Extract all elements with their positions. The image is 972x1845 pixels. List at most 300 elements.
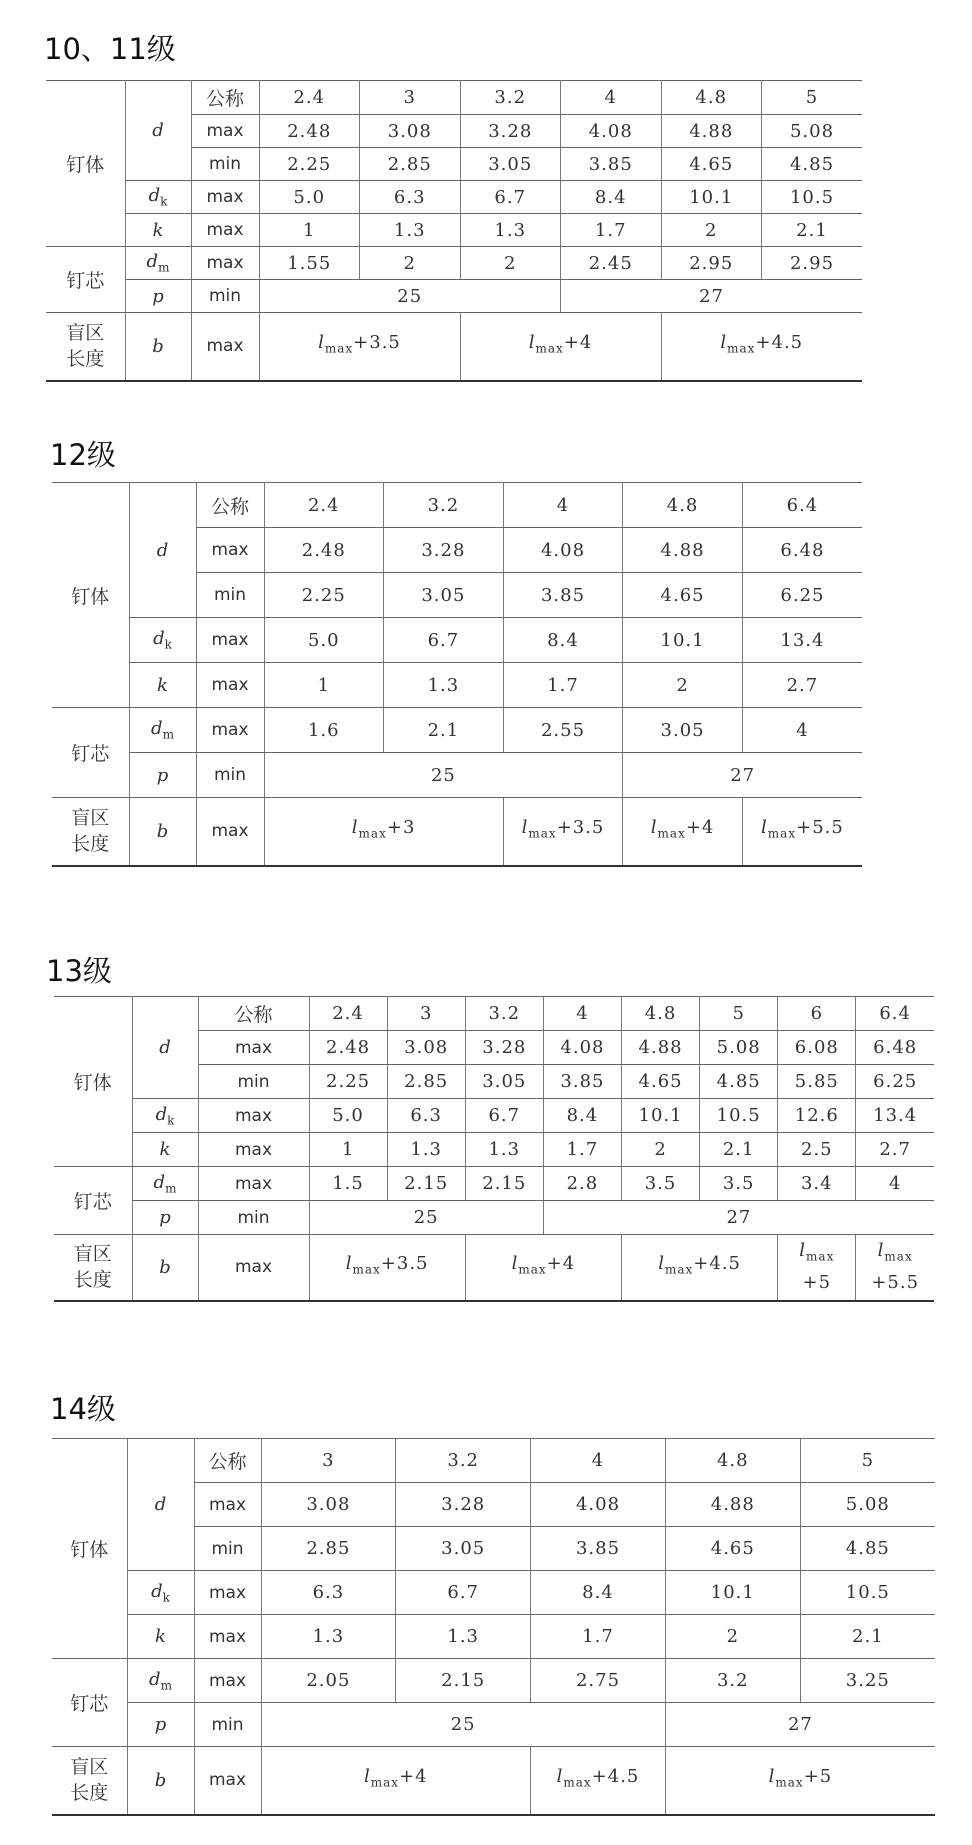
limit-max: max (196, 618, 264, 663)
symbol-dk (129, 618, 196, 663)
d-max-value: 3.08 (360, 115, 461, 148)
symbol-p (125, 280, 191, 313)
d-min-value: 3.85 (531, 1527, 666, 1571)
d-nominal-value: 4.8 (661, 81, 762, 115)
group-label-mandrel: 钉芯 (52, 1659, 127, 1747)
k-max-value: 1.3 (387, 1133, 465, 1167)
symbol-b-letter: b (154, 1769, 167, 1791)
group-label-mandrel: 钉芯 (46, 247, 125, 313)
symbol-dm-subscript: m (158, 260, 170, 275)
limit-max: max (198, 1133, 309, 1167)
b-max-value (856, 1235, 934, 1301)
l-symbol: l (799, 1240, 807, 1262)
b-max-value (665, 1747, 935, 1815)
d-max-value: 4.08 (561, 115, 662, 148)
symbol-d-text (152, 120, 164, 141)
d-min-value: 2.85 (261, 1527, 396, 1571)
b-max-value (531, 1747, 666, 1815)
k-max-value: 2 (661, 214, 762, 247)
symbol-d-text (159, 1037, 171, 1058)
table-row (52, 1439, 935, 1483)
dk-max-value: 10.1 (622, 1099, 700, 1133)
d-min-value: 3.05 (465, 1065, 543, 1099)
l-max-subscript: max (528, 827, 557, 842)
table-row (46, 247, 862, 280)
dm-max-value: 4 (856, 1167, 934, 1201)
l-max-offset: +3.5 (353, 332, 401, 354)
symbol-dk (127, 1571, 194, 1615)
k-max-value: 2 (622, 1133, 700, 1167)
d-max-value: 3.08 (261, 1483, 396, 1527)
dk-max-value: 6.7 (465, 1099, 543, 1133)
symbol-dm-text (146, 251, 170, 275)
symbol-dm-letter: d (153, 1171, 166, 1193)
limit-max: max (196, 798, 264, 866)
l-max-offset: +3.5 (556, 817, 605, 839)
symbol-p (129, 753, 196, 798)
d-min-value: 6.25 (742, 573, 862, 618)
k-max-value: 2.1 (800, 1615, 935, 1659)
dk-max-value: 13.4 (856, 1099, 934, 1133)
symbol-b-letter: b (156, 820, 169, 842)
dm-max-value: 1.6 (264, 708, 384, 753)
k-max-value: 1 (264, 663, 384, 708)
limit-max: max (196, 663, 264, 708)
group-label-blind-zone-length (52, 1747, 127, 1815)
symbol-d-letter: d (152, 120, 164, 141)
d-nominal-value: 4 (531, 1439, 666, 1483)
table-row (54, 1133, 934, 1167)
dk-max-value: 6.7 (384, 618, 504, 663)
dk-max-value: 6.3 (387, 1099, 465, 1133)
symbol-dm-text (151, 718, 174, 742)
limit-max: max (191, 214, 259, 247)
table-row (46, 181, 862, 214)
symbol-dk (132, 1099, 198, 1133)
dk-max-value: 5.0 (309, 1099, 387, 1133)
limit-min: min (194, 1527, 261, 1571)
blind-zone-label-line: 长度 (71, 833, 110, 856)
limit-max: max (194, 1615, 261, 1659)
b-max-value (259, 313, 460, 381)
table-row (54, 1235, 934, 1301)
d-nominal-value: 6.4 (856, 997, 934, 1031)
group-label-body: 钉体 (52, 1439, 127, 1659)
symbol-p-letter: p (156, 764, 169, 786)
b-max-value (661, 313, 862, 381)
limit-nominal: 公称 (194, 1439, 261, 1483)
d-min-value: 3.05 (384, 573, 504, 618)
symbol-k (125, 214, 191, 247)
k-max-value: 1.7 (543, 1133, 621, 1167)
d-max-value: 4.08 (503, 528, 623, 573)
symbol-dk-letter: d (151, 1580, 163, 1602)
b-max-value (465, 1235, 621, 1301)
d-max-value: 4.88 (622, 1031, 700, 1065)
symbol-dk-text (153, 628, 172, 652)
group-label-mandrel: 钉芯 (54, 1167, 132, 1235)
dk-max-value: 5.0 (259, 181, 360, 214)
dm-max-value: 3.05 (623, 708, 743, 753)
k-max-value: 2.7 (742, 663, 862, 708)
d-max-value: 3.28 (460, 115, 561, 148)
k-max-value: 2.5 (778, 1133, 856, 1167)
l-max-subscript: max (563, 1776, 592, 1791)
b-max-value (622, 1235, 778, 1301)
k-max-value: 2 (623, 663, 743, 708)
d-max-value: 6.48 (742, 528, 862, 573)
symbol-b (125, 313, 191, 381)
dm-max-value: 3.5 (622, 1167, 700, 1201)
table-row (54, 1201, 934, 1235)
dk-max-value: 8.4 (503, 618, 623, 663)
symbol-dm-subscript: m (165, 1181, 177, 1196)
l-max-offset: +4 (563, 332, 593, 354)
l-max-subscript: max (775, 1776, 804, 1791)
l-symbol: l (658, 1253, 665, 1275)
symbol-d-letter: d (156, 539, 169, 561)
limit-max: max (191, 247, 259, 280)
symbol-k-text (160, 1139, 171, 1160)
symbol-b-text (157, 821, 169, 842)
d-nominal-value: 3 (387, 997, 465, 1031)
symbol-d-letter: d (154, 1494, 167, 1515)
symbol-k-letter: k (157, 674, 168, 696)
symbol-b-letter: b (152, 335, 164, 357)
d-nominal-value: 5 (800, 1439, 935, 1483)
dk-max-value: 6.7 (460, 181, 561, 214)
l-max-offset: +5.5 (796, 817, 844, 839)
symbol-dk-text (151, 1580, 170, 1605)
d-max-value: 2.48 (309, 1031, 387, 1065)
table-row (52, 618, 862, 663)
k-max-value: 1.3 (396, 1615, 531, 1659)
d-nominal-value: 3.2 (384, 483, 504, 528)
limit-max: max (198, 1167, 309, 1201)
dm-max-value: 2.75 (531, 1659, 666, 1703)
group-label-blind-zone-length (46, 313, 125, 381)
d-nominal-value: 4.8 (622, 997, 700, 1031)
dk-max-value: 12.6 (778, 1099, 856, 1133)
dm-max-value: 2.15 (396, 1659, 531, 1703)
symbol-dm (132, 1167, 198, 1201)
dk-max-value: 8.4 (531, 1571, 666, 1615)
limit-max: max (191, 115, 259, 148)
d-nominal-value: 4.8 (623, 483, 743, 528)
l-max-offset: +5 (803, 1766, 833, 1788)
limit-min: min (198, 1065, 309, 1099)
symbol-b-text (155, 1770, 167, 1791)
limit-min: min (191, 280, 259, 313)
l-max-offset: +4 (546, 1253, 576, 1275)
symbol-d-text (155, 1494, 167, 1515)
symbol-k-text (155, 1626, 166, 1647)
l-symbol: l (556, 1766, 564, 1788)
limit-max: max (191, 313, 259, 381)
symbol-p-text (157, 765, 169, 786)
d-min-value: 4.85 (762, 148, 863, 181)
group-label-body: 钉体 (46, 81, 125, 247)
group-label-blind-zone-length (54, 1235, 132, 1301)
dm-max-value: 3.2 (665, 1659, 800, 1703)
limit-max: max (194, 1747, 261, 1815)
l-max-subscript: max (535, 342, 564, 357)
d-min-value: 4.65 (623, 573, 743, 618)
dk-max-value: 8.4 (561, 181, 662, 214)
rivet-dimension-table-grade-14 (52, 1438, 935, 1816)
l-symbol: l (345, 1253, 353, 1275)
symbol-k-letter: k (155, 1626, 166, 1647)
symbol-dm-subscript: m (160, 1678, 172, 1693)
table-row (46, 81, 862, 115)
l-max-subscript: max (806, 1250, 835, 1265)
d-min-value: 3.05 (460, 148, 561, 181)
limit-max: max (196, 708, 264, 753)
d-max-value: 2.48 (259, 115, 360, 148)
limit-max: max (198, 1235, 309, 1301)
symbol-dk-letter: d (153, 628, 165, 650)
symbol-p-text (159, 1207, 171, 1228)
b-max-value (261, 1747, 531, 1815)
symbol-p-text (152, 286, 164, 307)
d-nominal-value: 5 (762, 81, 863, 115)
l-max-subscript: max (664, 1263, 694, 1278)
symbol-dk (125, 181, 191, 214)
symbol-dm (127, 1659, 194, 1703)
symbol-b (127, 1747, 194, 1815)
symbol-p-letter: p (152, 285, 164, 307)
dm-max-value: 1.55 (259, 247, 360, 280)
dm-max-value: 2 (360, 247, 461, 280)
k-max-value: 1 (259, 214, 360, 247)
dm-max-value: 2.05 (261, 1659, 396, 1703)
symbol-dm (125, 247, 191, 280)
d-min-value: 4.85 (800, 1527, 935, 1571)
dk-max-value: 6.7 (396, 1571, 531, 1615)
group-label-body: 钉体 (54, 997, 132, 1167)
l-symbol: l (761, 817, 768, 839)
d-nominal-value: 4 (503, 483, 623, 528)
d-max-value: 6.48 (856, 1031, 934, 1065)
d-nominal-value: 3.2 (396, 1439, 531, 1483)
l-symbol: l (521, 817, 529, 839)
dk-max-value: 10.5 (762, 181, 863, 214)
p-min-value: 27 (561, 280, 863, 313)
symbol-d (129, 483, 196, 618)
dk-max-value: 10.5 (800, 1571, 935, 1615)
table-row (52, 1571, 935, 1615)
l-max-offset: +5 (802, 1272, 832, 1294)
dm-max-value: 2.55 (503, 708, 623, 753)
symbol-dk-letter: d (155, 1103, 168, 1125)
symbol-dm-letter: d (151, 718, 163, 740)
symbol-dk-text (155, 1103, 175, 1128)
k-max-value: 1.7 (503, 663, 623, 708)
symbol-d-letter: d (159, 1037, 171, 1058)
l-symbol: l (351, 817, 359, 839)
blind-zone-label-line: 盲区 (71, 807, 110, 830)
limit-max: max (194, 1659, 261, 1703)
k-max-value: 1.7 (561, 214, 662, 247)
symbol-k-letter: k (152, 219, 164, 241)
symbol-p-letter: p (159, 1207, 171, 1228)
dm-max-value: 2.95 (762, 247, 863, 280)
dm-max-value: 3.25 (800, 1659, 935, 1703)
p-min-value: 25 (264, 753, 623, 798)
d-max-value: 6.08 (778, 1031, 856, 1065)
blind-zone-label-line: 长度 (73, 1269, 112, 1292)
symbol-d (125, 81, 191, 181)
symbol-dk-subscript: k (164, 637, 172, 652)
dm-max-value: 2.95 (661, 247, 762, 280)
group-label-mandrel: 钉芯 (52, 708, 129, 798)
symbol-dm-text (153, 1171, 177, 1196)
d-max-value: 5.08 (700, 1031, 778, 1065)
d-min-value: 2.25 (309, 1065, 387, 1099)
limit-nominal: 公称 (198, 997, 309, 1031)
d-min-value: 2.85 (360, 148, 461, 181)
l-max-offset: +4 (399, 1766, 428, 1788)
table-title-grade-12: 12级 (50, 438, 116, 472)
table-row (46, 313, 862, 381)
d-min-value: 4.65 (661, 148, 762, 181)
d-min-value: 2.25 (259, 148, 360, 181)
l-max-subscript: max (370, 1776, 400, 1791)
limit-max: max (198, 1099, 309, 1133)
table-row (52, 1615, 935, 1659)
l-max-offset: +4.5 (591, 1766, 640, 1788)
l-max-offset: +4.5 (755, 332, 804, 354)
d-min-value: 3.85 (543, 1065, 621, 1099)
b-max-value (778, 1235, 856, 1301)
symbol-dm-text (149, 1668, 172, 1693)
d-max-value: 4.08 (543, 1031, 621, 1065)
table-row (52, 708, 862, 753)
rivet-dimension-table-grade-12 (52, 482, 862, 867)
l-symbol: l (511, 1253, 519, 1275)
blind-zone-label-line: 盲区 (66, 322, 105, 345)
k-max-value: 2.7 (856, 1133, 934, 1167)
dk-max-value: 13.4 (742, 618, 862, 663)
d-max-value: 3.28 (465, 1031, 543, 1065)
p-min-value: 25 (261, 1703, 665, 1747)
d-nominal-value: 6.4 (742, 483, 862, 528)
k-max-value: 1 (309, 1133, 387, 1167)
symbol-b-text (152, 336, 164, 357)
dk-max-value: 10.1 (623, 618, 743, 663)
symbol-dk-letter: d (148, 185, 161, 207)
k-max-value: 1.3 (460, 214, 561, 247)
l-symbol: l (363, 1766, 371, 1788)
dm-max-value: 2 (460, 247, 561, 280)
d-min-value: 3.85 (503, 573, 623, 618)
symbol-k (132, 1133, 198, 1167)
d-nominal-value: 3 (360, 81, 461, 115)
dk-max-value: 10.1 (661, 181, 762, 214)
symbol-dm-letter: d (149, 1668, 161, 1690)
l-max-subscript: max (358, 827, 387, 842)
symbol-k (127, 1615, 194, 1659)
symbol-dm-letter: d (146, 251, 159, 273)
symbol-dm (129, 708, 196, 753)
d-nominal-value: 4 (561, 81, 662, 115)
rivet-dimension-table-grade-13 (54, 996, 934, 1302)
symbol-dm-subscript: m (162, 727, 174, 742)
symbol-dk-subscript: k (162, 1590, 170, 1605)
d-min-value: 4.85 (700, 1065, 778, 1099)
limit-nominal: 公称 (196, 483, 264, 528)
symbol-b-text (159, 1257, 171, 1278)
d-max-value: 4.88 (665, 1483, 800, 1527)
dk-max-value: 6.3 (261, 1571, 396, 1615)
p-min-value: 27 (665, 1703, 935, 1747)
d-min-value: 2.25 (264, 573, 384, 618)
d-nominal-value: 4 (543, 997, 621, 1031)
l-max-offset: +4 (685, 817, 715, 839)
p-min-value: 27 (543, 1201, 934, 1235)
symbol-p (132, 1201, 198, 1235)
symbol-dk-subscript: k (160, 194, 168, 209)
symbol-b (132, 1235, 198, 1301)
d-max-value: 5.08 (800, 1483, 935, 1527)
symbol-d-text (157, 540, 169, 561)
limit-min: min (196, 753, 264, 798)
l-max-offset: +3 (386, 817, 416, 839)
blind-zone-label-line: 长度 (66, 348, 105, 371)
dm-max-value: 4 (742, 708, 862, 753)
b-max-value (309, 1235, 465, 1301)
d-min-value: 4.65 (622, 1065, 700, 1099)
rivet-dimension-table-grade-10-11 (46, 80, 862, 382)
d-min-value: 3.85 (561, 148, 662, 181)
d-max-value: 4.08 (531, 1483, 666, 1527)
l-max-subscript: max (518, 1263, 547, 1278)
group-label-body: 钉体 (52, 483, 129, 708)
blind-zone-label-line: 长度 (70, 1782, 109, 1805)
symbol-k (129, 663, 196, 708)
l-max-subscript: max (767, 827, 797, 842)
symbol-b-letter: b (159, 1256, 171, 1278)
table-row (46, 214, 862, 247)
symbol-p-text (155, 1714, 167, 1735)
limit-max: max (198, 1031, 309, 1065)
dm-max-value: 1.5 (309, 1167, 387, 1201)
l-max-subscript: max (352, 1263, 381, 1278)
b-max-value (460, 313, 661, 381)
b-max-value (264, 798, 503, 866)
blind-zone-label-line: 盲区 (70, 1756, 109, 1779)
blind-zone-label-line: 盲区 (73, 1243, 112, 1266)
symbol-k-letter: k (159, 1139, 171, 1160)
d-nominal-value: 5 (700, 997, 778, 1031)
d-max-value: 3.08 (387, 1031, 465, 1065)
d-min-value: 4.65 (665, 1527, 800, 1571)
limit-min: min (198, 1201, 309, 1235)
l-max-offset: +5.5 (871, 1272, 920, 1294)
limit-max: max (194, 1483, 261, 1527)
b-max-value (742, 798, 862, 866)
k-max-value: 2.1 (700, 1133, 778, 1167)
limit-max: max (191, 181, 259, 214)
dm-max-value: 3.5 (700, 1167, 778, 1201)
dk-max-value: 5.0 (264, 618, 384, 663)
l-symbol: l (528, 332, 536, 354)
limit-min: min (194, 1703, 261, 1747)
dm-max-value: 2.8 (543, 1167, 621, 1201)
d-max-value: 3.28 (396, 1483, 531, 1527)
d-min-value: 6.25 (856, 1065, 934, 1099)
k-max-value: 1.3 (384, 663, 504, 708)
